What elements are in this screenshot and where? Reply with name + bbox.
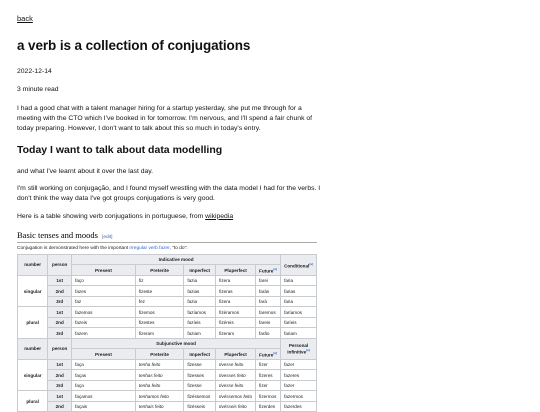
person-cell: 1st [48, 275, 72, 286]
conjugation-cell: tivesse feito [216, 380, 256, 391]
conjugation-cell: fizesses [184, 370, 216, 381]
wiki-section-header [17, 230, 317, 243]
col-number: number [18, 338, 48, 359]
person-cell: 3rd [48, 296, 72, 307]
personal-infinitive-label-2: infinitive [287, 349, 307, 355]
number-cell: singular [18, 359, 48, 391]
conjugation-cell: faríeis [281, 317, 317, 328]
conjugation-cell: fizera [216, 275, 256, 286]
conjugation-cell: farei [256, 275, 281, 286]
conjugation-cell: farão [256, 328, 281, 339]
personal-infinitive-label-1: Personal [288, 343, 309, 349]
wiki-note-prefix: Conjugation is demonstrated here with the important [17, 245, 130, 251]
wiki-edit-bracket [102, 235, 112, 240]
subjunctive-header-row [18, 338, 317, 349]
conjugation-cell: fazer [281, 359, 317, 370]
person-cell: 1st [48, 391, 72, 402]
conjugation-cell: faremos [256, 307, 281, 318]
conjugation-cell: tivesses feito [216, 370, 256, 381]
table-row [18, 307, 317, 318]
conjugation-cell: fazeis [72, 317, 136, 328]
table-intro-text: Here is a table showing verb conjugations in portuguese, from [17, 212, 206, 220]
conjugation-cell: farás [256, 286, 281, 297]
conjugation-cell: faríamos [281, 307, 317, 318]
conjugation-cell: faziam [184, 328, 216, 339]
conjugation-cell: fizeram [216, 328, 256, 339]
conjugation-cell: tivéssemos feito [216, 391, 256, 402]
person-cell: 3rd [48, 328, 72, 339]
conjugation-cell: faço [72, 275, 136, 286]
conjugation-cell: fizesse [184, 359, 216, 370]
conditional-label: Conditional [284, 263, 310, 269]
conjugation-cell: fizesse [184, 380, 216, 391]
col-person: person [48, 254, 72, 275]
person-cell: 2nd [48, 401, 72, 412]
conjugation-cell: façais [72, 401, 136, 412]
conjugation-cell: fizeste [135, 286, 183, 297]
col-conditional [281, 254, 317, 275]
table-row [18, 401, 317, 412]
table-intro-paragraph [17, 212, 323, 222]
table-row [18, 286, 317, 297]
conjugation-cell: fizer [256, 380, 281, 391]
person-cell: 2nd [48, 286, 72, 297]
conjugation-cell: fazerdes [281, 401, 317, 412]
conjugation-cell: tenhamos feito [135, 391, 183, 402]
col-indicative-mood: Indicative mood [72, 254, 281, 265]
back-link[interactable]: back [17, 14, 33, 23]
table-row [18, 370, 317, 381]
number-cell: singular [18, 275, 48, 307]
wiki-section-title: Basic tenses and moods [17, 229, 98, 240]
conjugation-cell: fizésseis [184, 401, 216, 412]
conjugation-table [17, 254, 317, 412]
conjugation-cell: fazias [184, 286, 216, 297]
conjugation-cell: fizestes [135, 317, 183, 328]
conjugation-table-body [18, 254, 317, 412]
conjugation-cell: fizeram [135, 328, 183, 339]
conjugation-cell: fazia [184, 296, 216, 307]
conjugation-cell: faz [72, 296, 136, 307]
col-preterite: Preterite [135, 265, 183, 276]
person-cell: 2nd [48, 317, 72, 328]
section-lead-paragraph: and what I've learnt about it over the last day. [17, 167, 154, 175]
wikipedia-screenshot [17, 230, 317, 412]
table-row [18, 380, 317, 391]
conjugation-cell: faça [72, 380, 136, 391]
person-cell: 2nd [48, 370, 72, 381]
future-label: Future [259, 352, 274, 358]
conjugation-cell: faça [72, 359, 136, 370]
col-pluperfect: Pluperfect [216, 265, 256, 276]
conjugation-cell: fazíeis [184, 317, 216, 328]
future-ref[interactable]: [a] [273, 350, 278, 355]
conjugation-cell: fazer [281, 380, 317, 391]
conjugation-cell: fazem [72, 328, 136, 339]
intro-paragraph: I had a good chat with a talent manager hiring for a startup yesterday, she put me through for a meeting with the CTO which I've booked in for tomorrow. I'm nervous, and I'll spend a fair chunk of today preparing. However, I don't want to talk about this so much in today's entry. [17, 105, 313, 133]
col-subjunctive-mood: Subjunctive mood [72, 338, 281, 349]
conjugation-cell: fazia [184, 275, 216, 286]
conjugation-cell: façamos [72, 391, 136, 402]
conjugacao-paragraph: I'm still working on conjugação, and I found myself wrestling with the data model I had for the verbs. I don't think the way data I've got groups conjugations is very good. [17, 184, 321, 202]
conjugation-cell: fizéramos [216, 307, 256, 318]
person-cell: 3rd [48, 380, 72, 391]
conjugation-cell: fizéssemos [184, 391, 216, 402]
future-label: Future [259, 268, 274, 274]
wikipedia-link[interactable]: wikipedia [205, 212, 234, 220]
section-heading: Today I want to talk about data modelling [17, 144, 223, 157]
conjugation-cell: fizera [216, 296, 256, 307]
conjugation-cell: tivésseis feito [216, 401, 256, 412]
page-title: a verb is a collection of conjugations [17, 38, 251, 53]
conjugation-cell: fizeras [216, 286, 256, 297]
conjugation-cell: farias [281, 286, 317, 297]
table-row [18, 359, 317, 370]
edit-open-bracket: [ [101, 234, 104, 240]
number-cell: plural [18, 307, 48, 339]
read-time: 3 minute read [17, 86, 59, 94]
conjugation-cell: faria [281, 296, 317, 307]
col-imperfect: Imperfect [184, 349, 216, 360]
table-row [18, 317, 317, 328]
number-cell: plural [18, 391, 48, 412]
table-row [18, 328, 317, 339]
conjugation-cell: tivesse feito [216, 359, 256, 370]
irregular-verb-link[interactable]: irregular verb fazer [129, 245, 170, 251]
conjugation-cell: fariam [281, 328, 317, 339]
conjugation-cell: fazemos [72, 307, 136, 318]
conjugation-cell: tenhas feito [135, 370, 183, 381]
conjugation-cell: fiz [135, 275, 183, 286]
col-preterite: Preterite [135, 349, 183, 360]
conjugation-cell: fizermos [256, 391, 281, 402]
conjugation-cell: fará [256, 296, 281, 307]
conjugation-cell: fizerdes [256, 401, 281, 412]
table-row [18, 391, 317, 402]
col-future [256, 265, 281, 276]
wiki-note-suffix: , "to do": [169, 245, 188, 251]
conjugation-cell: fizer [256, 359, 281, 370]
conjugation-cell: faças [72, 370, 136, 381]
conditional-ref[interactable]: [a] [309, 261, 313, 266]
person-cell: 1st [48, 359, 72, 370]
personal-infinitive-ref[interactable]: [a] [306, 348, 310, 353]
col-present: Present [72, 349, 136, 360]
col-future [256, 349, 281, 360]
conjugation-cell: fareis [256, 317, 281, 328]
conjugation-cell: fizéreis [216, 317, 256, 328]
conjugation-cell: fazermos [281, 391, 317, 402]
future-ref[interactable]: [a] [273, 266, 278, 271]
conjugation-cell: fez [135, 296, 183, 307]
conjugation-cell: fizeres [256, 370, 281, 381]
wiki-note [17, 246, 317, 251]
conjugation-cell: tenhais feito [135, 401, 183, 412]
indicative-header-row [18, 254, 317, 265]
person-cell: 1st [48, 307, 72, 318]
conjugation-cell: faria [281, 275, 317, 286]
col-pluperfect: Pluperfect [216, 349, 256, 360]
conjugation-cell: tenha feito [135, 359, 183, 370]
table-row [18, 275, 317, 286]
conjugation-cell: fazeres [281, 370, 317, 381]
post-date: 2022-12-14 [17, 68, 52, 76]
col-present: Present [72, 265, 136, 276]
col-person: person [48, 338, 72, 359]
wiki-edit-link[interactable]: edit [103, 234, 112, 240]
conjugation-cell: fizemos [135, 307, 183, 318]
conjugation-cell: tenha feito [135, 380, 183, 391]
conjugation-cell: fazíamos [184, 307, 216, 318]
col-imperfect: Imperfect [184, 265, 216, 276]
conjugation-cell: fazes [72, 286, 136, 297]
edit-close-bracket: ] [111, 234, 113, 240]
table-row [18, 296, 317, 307]
col-number: number [18, 254, 48, 275]
col-personal-infinitive [281, 338, 317, 359]
